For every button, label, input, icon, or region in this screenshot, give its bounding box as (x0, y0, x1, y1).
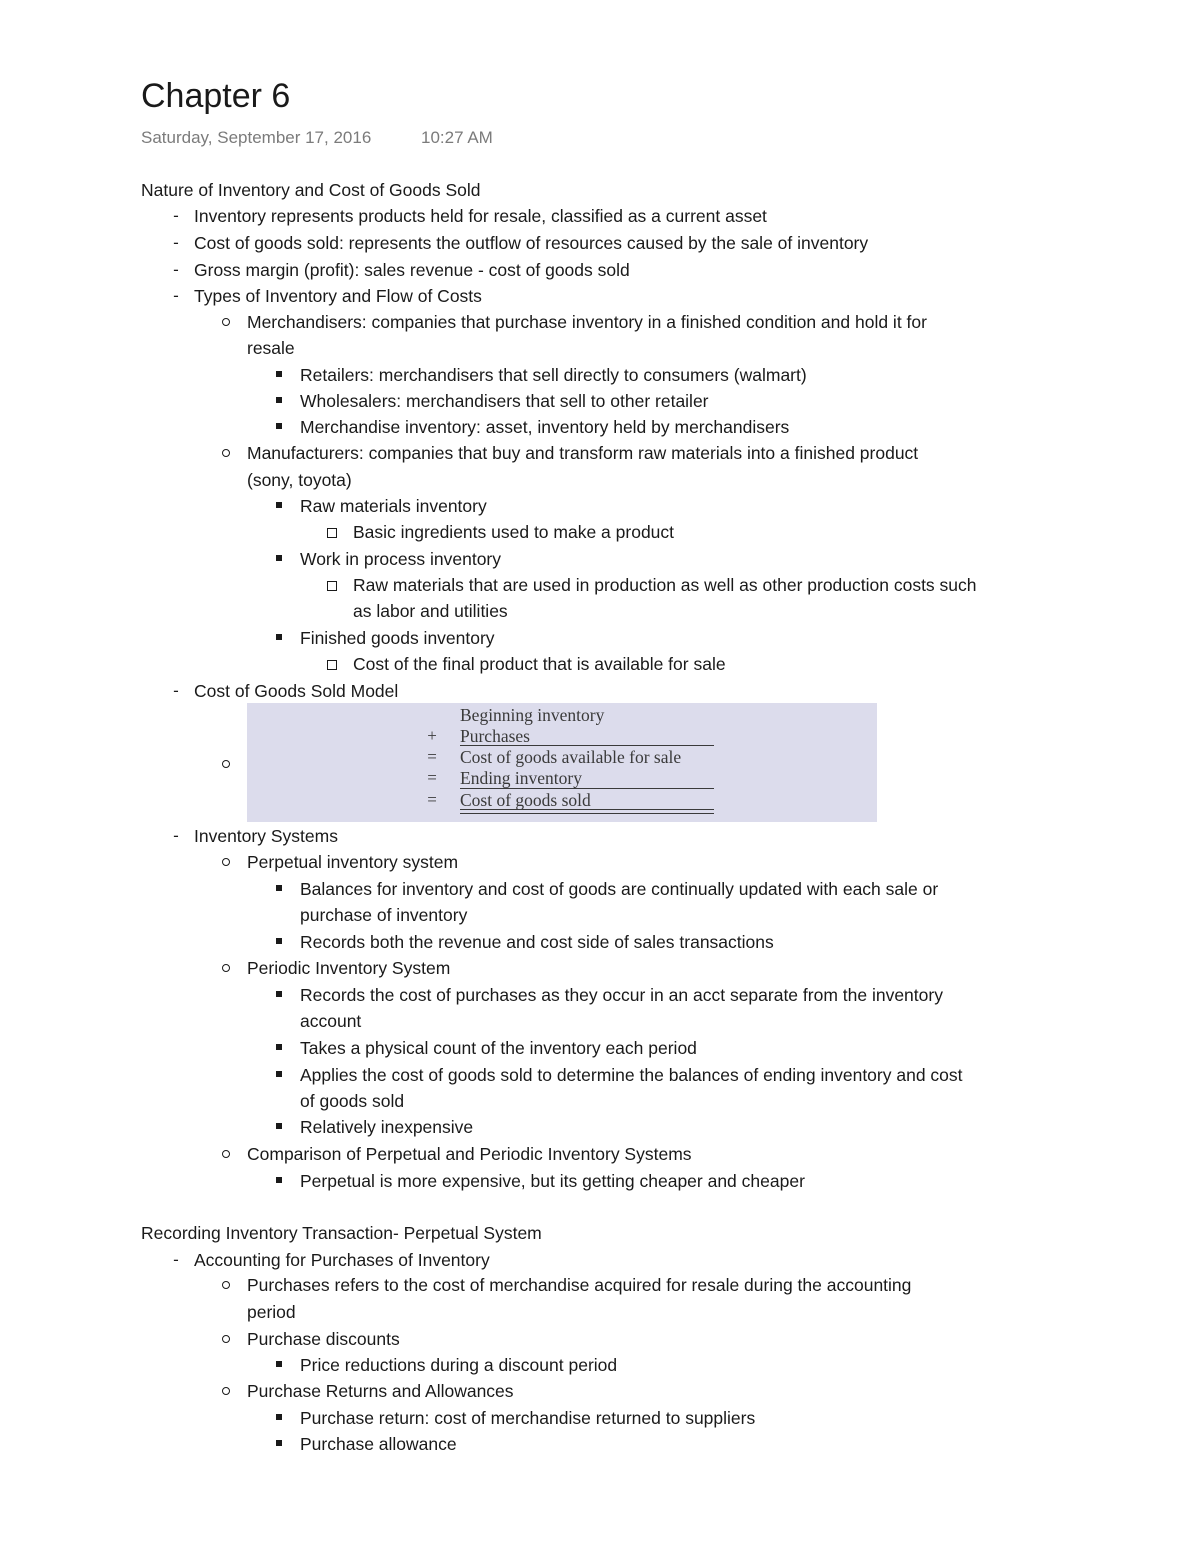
list-item: Balances for inventory and cost of goods are continually updated with each sale or (300, 879, 939, 899)
list-item: Basic ingredients used to make a product (353, 522, 675, 542)
double-rule-line (460, 813, 714, 814)
square-bullet-icon (276, 885, 282, 891)
list-item: Purchases refers to the cost of merchandise acquired for resale during the accounting (247, 1275, 912, 1295)
circle-bullet-icon (222, 449, 230, 457)
dash-bullet: - (173, 1250, 179, 1269)
section-heading: Nature of Inventory and Cost of Goods Sold (141, 180, 481, 200)
list-item: Periodic Inventory System (247, 958, 451, 978)
list-item: Purchase allowance (300, 1434, 457, 1454)
square-bullet-icon (276, 1440, 282, 1446)
list-item: Retailers: merchandisers that sell directly to consumers (walmart) (300, 365, 807, 385)
open-square-bullet-icon (327, 660, 337, 670)
list-item: Finished goods inventory (300, 628, 495, 648)
dash-bullet: - (173, 260, 179, 279)
list-item: Raw materials inventory (300, 496, 487, 516)
square-bullet-icon (276, 502, 282, 508)
square-bullet-icon (276, 991, 282, 997)
dash-bullet: - (173, 286, 179, 305)
cogs-row-beginning: Beginning inventory (460, 705, 605, 725)
circle-bullet-icon (222, 1281, 230, 1289)
cogs-row-ending: Ending inventory (460, 768, 582, 788)
list-item: Work in process inventory (300, 549, 502, 569)
list-item: period (247, 1302, 296, 1322)
circle-bullet-icon (222, 1387, 230, 1395)
circle-bullet-icon (222, 1335, 230, 1343)
list-item: Merchandisers: companies that purchase inventory in a finished condition and hold it for (247, 312, 927, 332)
square-bullet-icon (276, 555, 282, 561)
list-item: Cost of Goods Sold Model (194, 681, 399, 701)
square-bullet-icon (276, 1177, 282, 1183)
square-bullet-icon (276, 1071, 282, 1077)
circle-bullet-icon (222, 964, 230, 972)
list-item: Wholesalers: merchandisers that sell to other retailer (300, 391, 709, 411)
equals-sign: = (427, 747, 437, 766)
list-item: Purchase return: cost of merchandise returned to suppliers (300, 1408, 756, 1428)
list-item: Relatively inexpensive (300, 1117, 474, 1137)
equals-sign: = (427, 790, 437, 809)
square-bullet-icon (276, 1123, 282, 1129)
list-item: Gross margin (profit): sales revenue - cost of goods sold (194, 260, 630, 280)
list-item: Inventory Systems (194, 826, 338, 846)
open-square-bullet-icon (327, 528, 337, 538)
list-item: Applies the cost of goods sold to determine the balances of ending inventory and cost (300, 1065, 963, 1085)
list-item: Comparison of Perpetual and Periodic Inventory Systems (247, 1144, 692, 1164)
dash-bullet: - (173, 681, 179, 700)
list-item: purchase of inventory (300, 905, 468, 925)
circle-bullet-icon (222, 858, 230, 866)
square-bullet-icon (276, 1044, 282, 1050)
list-item: Perpetual inventory system (247, 852, 459, 872)
circle-bullet-icon (222, 1150, 230, 1158)
list-item: of goods sold (300, 1091, 405, 1111)
list-item: Manufacturers: companies that buy and transform raw materials into a finished product (247, 443, 919, 463)
list-item: Cost of the final product that is available for sale (353, 654, 726, 674)
list-item: Takes a physical count of the inventory each period (300, 1038, 697, 1058)
list-item: Records the cost of purchases as they occur in an acct separate from the inventory (300, 985, 943, 1005)
list-item: Cost of goods sold: represents the outflow of resources caused by the sale of inventory (194, 233, 869, 253)
dash-bullet: - (173, 206, 179, 225)
rule-line (460, 745, 714, 746)
square-bullet-icon (276, 397, 282, 403)
list-item: Purchase discounts (247, 1329, 400, 1349)
list-item: Price reductions during a discount period (300, 1355, 618, 1375)
list-item: Perpetual is more expensive, but its getting cheaper and cheaper (300, 1171, 805, 1191)
double-rule-line (460, 809, 714, 810)
list-item: Records both the revenue and cost side of sales transactions (300, 932, 774, 952)
list-item: Purchase Returns and Allowances (247, 1381, 514, 1401)
page-time: 10:27 AM (421, 128, 493, 147)
circle-bullet-icon (222, 760, 230, 768)
square-bullet-icon (276, 1361, 282, 1367)
square-bullet-icon (276, 423, 282, 429)
square-bullet-icon (276, 938, 282, 944)
list-item: resale (247, 338, 295, 358)
dash-bullet: - (173, 233, 179, 252)
list-item: Inventory represents products held for resale, classified as a current asset (194, 206, 767, 226)
list-item: account (300, 1011, 362, 1031)
dash-bullet: - (173, 826, 179, 845)
cogs-row-cogs: Cost of goods sold (460, 790, 591, 810)
list-item: Accounting for Purchases of Inventory (194, 1250, 490, 1270)
square-bullet-icon (276, 371, 282, 377)
list-item: as labor and utilities (353, 601, 508, 621)
page-date: Saturday, September 17, 2016 (141, 128, 372, 147)
list-item: Types of Inventory and Flow of Costs (194, 286, 482, 306)
open-square-bullet-icon (327, 581, 337, 591)
section-heading: Recording Inventory Transaction- Perpetual System (141, 1223, 542, 1243)
cogs-row-available: Cost of goods available for sale (460, 747, 682, 767)
plus-sign: + (427, 726, 437, 745)
square-bullet-icon (276, 634, 282, 640)
cogs-row-purchases: Purchases (460, 726, 530, 746)
page-title: Chapter 6 (141, 77, 291, 115)
circle-bullet-icon (222, 318, 230, 326)
equals-sign: = (427, 768, 437, 787)
square-bullet-icon (276, 1414, 282, 1420)
list-item: Raw materials that are used in production as well as other production costs such (353, 575, 977, 595)
list-item: (sony, toyota) (247, 470, 352, 490)
list-item: Merchandise inventory: asset, inventory held by merchandisers (300, 417, 790, 437)
rule-line (460, 788, 714, 789)
